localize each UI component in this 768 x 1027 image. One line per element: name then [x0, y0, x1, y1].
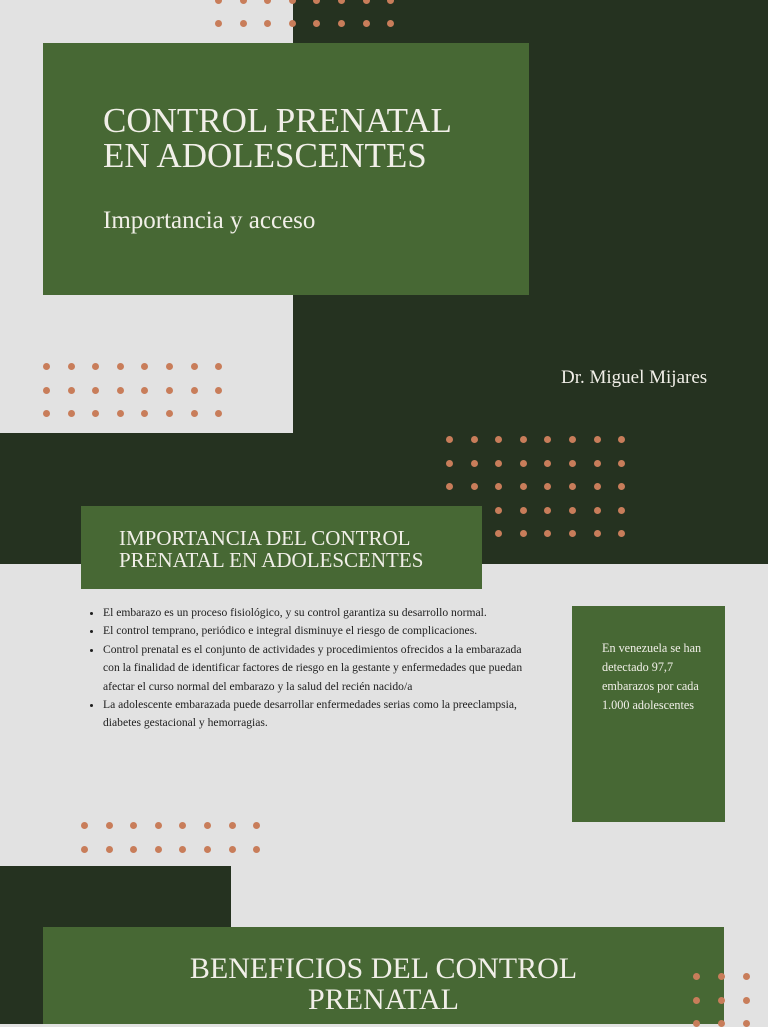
decorative-dot	[229, 846, 236, 853]
decorative-dot	[215, 410, 222, 417]
slide2-bullet-list-container	[81, 604, 541, 733]
decorative-dot	[618, 436, 625, 443]
decorative-dot	[743, 997, 750, 1004]
decorative-dot	[495, 483, 502, 490]
decorative-dot	[92, 387, 99, 394]
decorative-dot	[594, 530, 601, 537]
decorative-dot	[240, 0, 247, 4]
decorative-dot	[215, 363, 222, 370]
decorative-dot	[520, 507, 527, 514]
slide1-title-box	[43, 43, 529, 295]
decorative-dot	[179, 822, 186, 829]
decorative-dot	[229, 822, 236, 829]
decorative-dot	[253, 822, 260, 829]
decorative-dot	[81, 846, 88, 853]
decorative-dot	[544, 507, 551, 514]
decorative-dot	[81, 822, 88, 829]
decorative-dot	[179, 846, 186, 853]
decorative-dot	[618, 530, 625, 537]
decorative-dot	[43, 410, 50, 417]
decorative-dot	[569, 483, 576, 490]
decorative-dot	[215, 20, 222, 27]
decorative-dot	[520, 483, 527, 490]
decorative-dot	[43, 387, 50, 394]
decorative-dot	[495, 507, 502, 514]
slide1-title-line2: EN ADOLESCENTES	[103, 136, 427, 175]
slide2-title-line1: IMPORTANCIA DEL CONTROL	[119, 526, 411, 550]
slide3-title-line1: BENEFICIOS DEL CONTROL	[189, 952, 578, 985]
slide2-stat-text: En venezuela se han detectado 97,7 embarazos por cada 1.000 adolescentes	[602, 641, 702, 712]
decorative-dot	[569, 460, 576, 467]
decorative-dot	[520, 436, 527, 443]
decorative-dot	[264, 0, 271, 4]
decorative-dot	[204, 846, 211, 853]
bullet-item: • Control prenatal es el conjunto de actividades y procedimientos ofrecidos a la embarazada con la finalidad de identificar factores de riesgo en la gestante y enfermedades que puedan afectar el curso normal del embarazo y la salud del recién nacido/a	[103, 641, 541, 696]
decorative-dot	[594, 460, 601, 467]
decorative-dot	[68, 387, 75, 394]
decorative-dot	[569, 507, 576, 514]
decorative-dot	[338, 20, 345, 27]
decorative-dot	[204, 822, 211, 829]
decorative-dot	[718, 997, 725, 1004]
decorative-dot	[289, 0, 296, 4]
decorative-dot	[130, 822, 137, 829]
decorative-dot	[166, 410, 173, 417]
decorative-dot	[141, 363, 148, 370]
slide1-title-line1: CONTROL PRENATAL	[103, 101, 452, 140]
slide3-title-line2: PRENATAL	[308, 983, 459, 1016]
decorative-dot	[495, 460, 502, 467]
decorative-dot	[471, 436, 478, 443]
bullet-item: • El control temprano, periódico e integral disminuye el riesgo de complicaciones.	[103, 622, 541, 640]
bullet-item: • La adolescente embarazada puede desarrollar enfermedades serias como la preeclampsia, diabetes gestacional y hemorragias.	[103, 696, 541, 733]
decorative-dot	[495, 530, 502, 537]
decorative-dot	[387, 20, 394, 27]
decorative-dot	[166, 387, 173, 394]
decorative-dot	[544, 483, 551, 490]
decorative-dot	[495, 436, 502, 443]
decorative-dot	[155, 822, 162, 829]
decorative-dot	[718, 973, 725, 980]
decorative-dot	[313, 20, 320, 27]
decorative-dot	[544, 460, 551, 467]
slide2-bullet-list	[81, 604, 541, 733]
decorative-dot	[471, 483, 478, 490]
decorative-dot	[544, 530, 551, 537]
decorative-dot	[569, 530, 576, 537]
slide2-stat-box	[572, 606, 725, 822]
decorative-dot	[618, 460, 625, 467]
decorative-dot	[240, 20, 247, 27]
decorative-dot	[68, 410, 75, 417]
decorative-dot	[693, 973, 700, 980]
decorative-dot	[289, 20, 296, 27]
decorative-dot	[387, 0, 394, 4]
decorative-dot	[363, 20, 370, 27]
decorative-dot	[594, 483, 601, 490]
decorative-dot	[130, 846, 137, 853]
decorative-dot	[117, 410, 124, 417]
decorative-dot	[569, 436, 576, 443]
decorative-dot	[117, 387, 124, 394]
decorative-dot	[141, 387, 148, 394]
decorative-dot	[693, 997, 700, 1004]
decorative-dot	[68, 363, 75, 370]
decorative-dot	[446, 483, 453, 490]
decorative-dot	[313, 0, 320, 4]
decorative-dot	[446, 436, 453, 443]
decorative-dot	[141, 410, 148, 417]
decorative-dot	[446, 460, 453, 467]
decorative-dot	[191, 387, 198, 394]
slide2-bottom-dots	[81, 822, 260, 853]
decorative-dot	[191, 410, 198, 417]
decorative-dot	[215, 387, 222, 394]
decorative-dot	[215, 0, 222, 4]
decorative-dot	[338, 0, 345, 4]
decorative-dot	[363, 0, 370, 4]
decorative-dot	[92, 410, 99, 417]
decorative-dot	[471, 460, 478, 467]
decorative-dot	[520, 530, 527, 537]
decorative-dot	[594, 436, 601, 443]
decorative-dot	[618, 507, 625, 514]
decorative-dot	[92, 363, 99, 370]
decorative-dot	[106, 822, 113, 829]
decorative-dot	[544, 436, 551, 443]
decorative-dot	[191, 363, 198, 370]
decorative-dot	[520, 460, 527, 467]
slide2-title-box	[81, 506, 482, 589]
slide1-subtitle: Importancia y acceso	[103, 207, 316, 234]
bullet-item: • El embarazo es un proceso fisiológico, y su control garantiza su desarrollo normal.	[103, 604, 541, 622]
decorative-dot	[43, 363, 50, 370]
decorative-dot	[743, 973, 750, 980]
decorative-dot	[166, 363, 173, 370]
decorative-dot	[253, 846, 260, 853]
slide1-top-dots	[215, 0, 394, 27]
slide1-left-dots	[43, 363, 222, 417]
decorative-dot	[106, 846, 113, 853]
decorative-dot	[594, 507, 601, 514]
decorative-dot	[155, 846, 162, 853]
decorative-dot	[117, 363, 124, 370]
slide3-title-box	[43, 927, 724, 1024]
slide3-right-dots	[693, 973, 750, 1027]
decorative-dot	[618, 483, 625, 490]
slide2-title-line2: PRENATAL EN ADOLESCENTES	[119, 548, 424, 572]
slide1-author: Dr. Miguel Mijares	[561, 367, 708, 388]
decorative-dot	[264, 20, 271, 27]
